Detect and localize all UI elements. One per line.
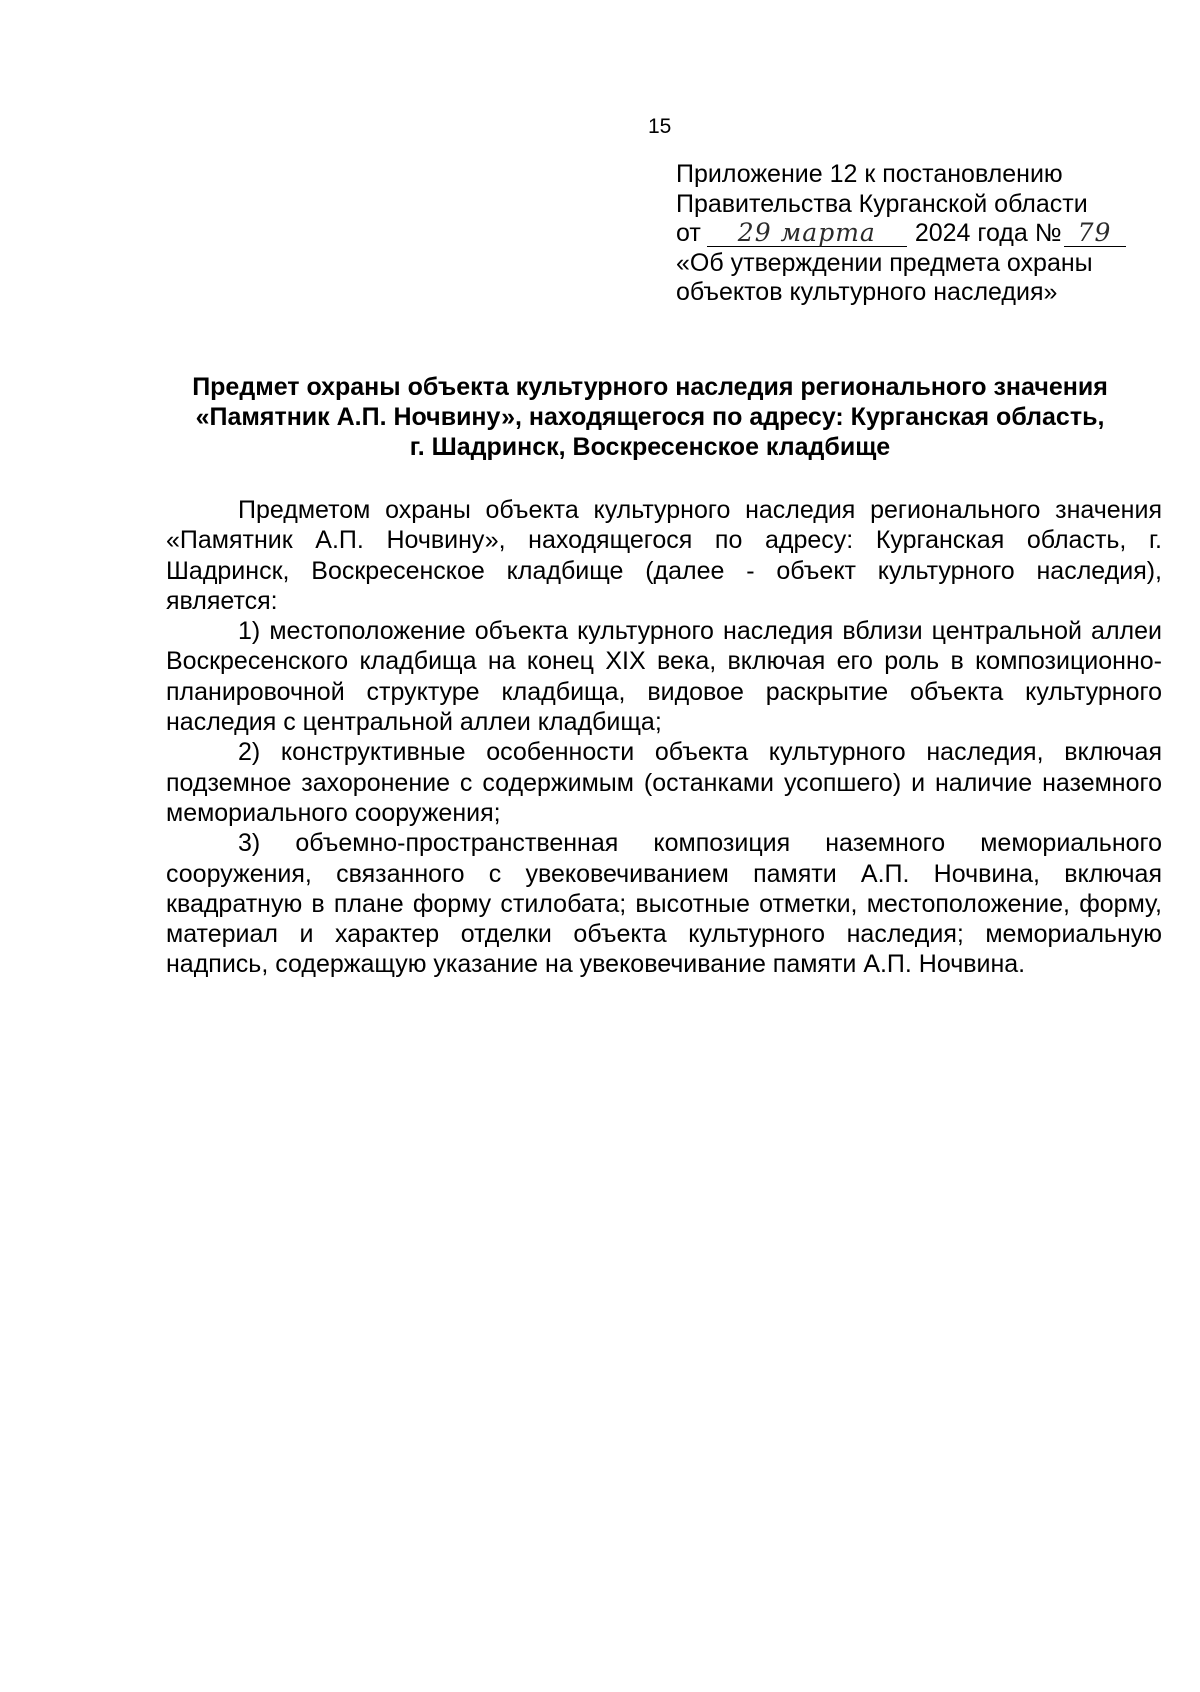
intro-paragraph: Предметом охраны объекта культурного наследия регионального значения «Памятник А.П. Ночвину», находящегося по адресу: Курганская область, г. Шадринск, Воскресенское кладбище (далее - объект культурного наследия), является: bbox=[166, 496, 1162, 615]
date-suffix: 2024 года № bbox=[914, 219, 1062, 247]
document-body bbox=[166, 495, 1162, 980]
handwritten-number-text: 79 bbox=[1077, 218, 1112, 247]
appendix-line-2: Правительства Курганской области bbox=[676, 189, 1088, 218]
handwritten-number bbox=[1064, 220, 1126, 247]
appendix-line-5: объектов культурного наследия» bbox=[676, 278, 1058, 306]
appendix-block bbox=[676, 160, 1146, 308]
appendix-line-1: Приложение 12 к постановлению bbox=[676, 160, 1063, 188]
handwritten-date-text: 29 марта bbox=[737, 218, 876, 247]
title-line-2: «Памятник А.П. Ночвину», находящегося по адресу: Курганская область, bbox=[195, 403, 1105, 431]
date-prefix: от bbox=[676, 219, 701, 247]
item-1-paragraph: 1) местоположение объекта культурного наследия вблизи центральной аллеи Воскресенского кладбища на конец XIX века, включая его роль в композиционно-планировочной структуре кладбища, видовое раскрытие объекта культурного наследия с центральной аллеи кладбища; bbox=[166, 617, 1162, 737]
document-title bbox=[150, 372, 1150, 462]
page-number: 15 bbox=[648, 115, 672, 138]
appendix-line-4: «Об утверждении предмета охраны bbox=[676, 248, 1093, 277]
handwritten-date bbox=[707, 220, 907, 247]
appendix-date-line bbox=[676, 219, 1146, 249]
title-line-1: Предмет охраны объекта культурного наследия регионального значения bbox=[192, 373, 1108, 401]
item-3-paragraph: 3) объемно-пространственная композиция наземного мемориального сооружения, связанного с увековечиванием памяти А.П. Ночвина, включая квадратную в плане форму стилобата; высотные отметки, местоположение, форму, материал и характер отделки объекта культурного наследия; мемориальную надпись, содержащую указание на увековечивание памяти А.П. Ночвина. bbox=[166, 829, 1162, 979]
item-2-paragraph: 2) конструктивные особенности объекта культурного наследия, включая подземное захоронение с содержимым (останками усопшего) и наличие наземного мемориального сооружения; bbox=[166, 738, 1162, 827]
title-line-3: г. Шадринск, Воскресенское кладбище bbox=[409, 433, 891, 461]
